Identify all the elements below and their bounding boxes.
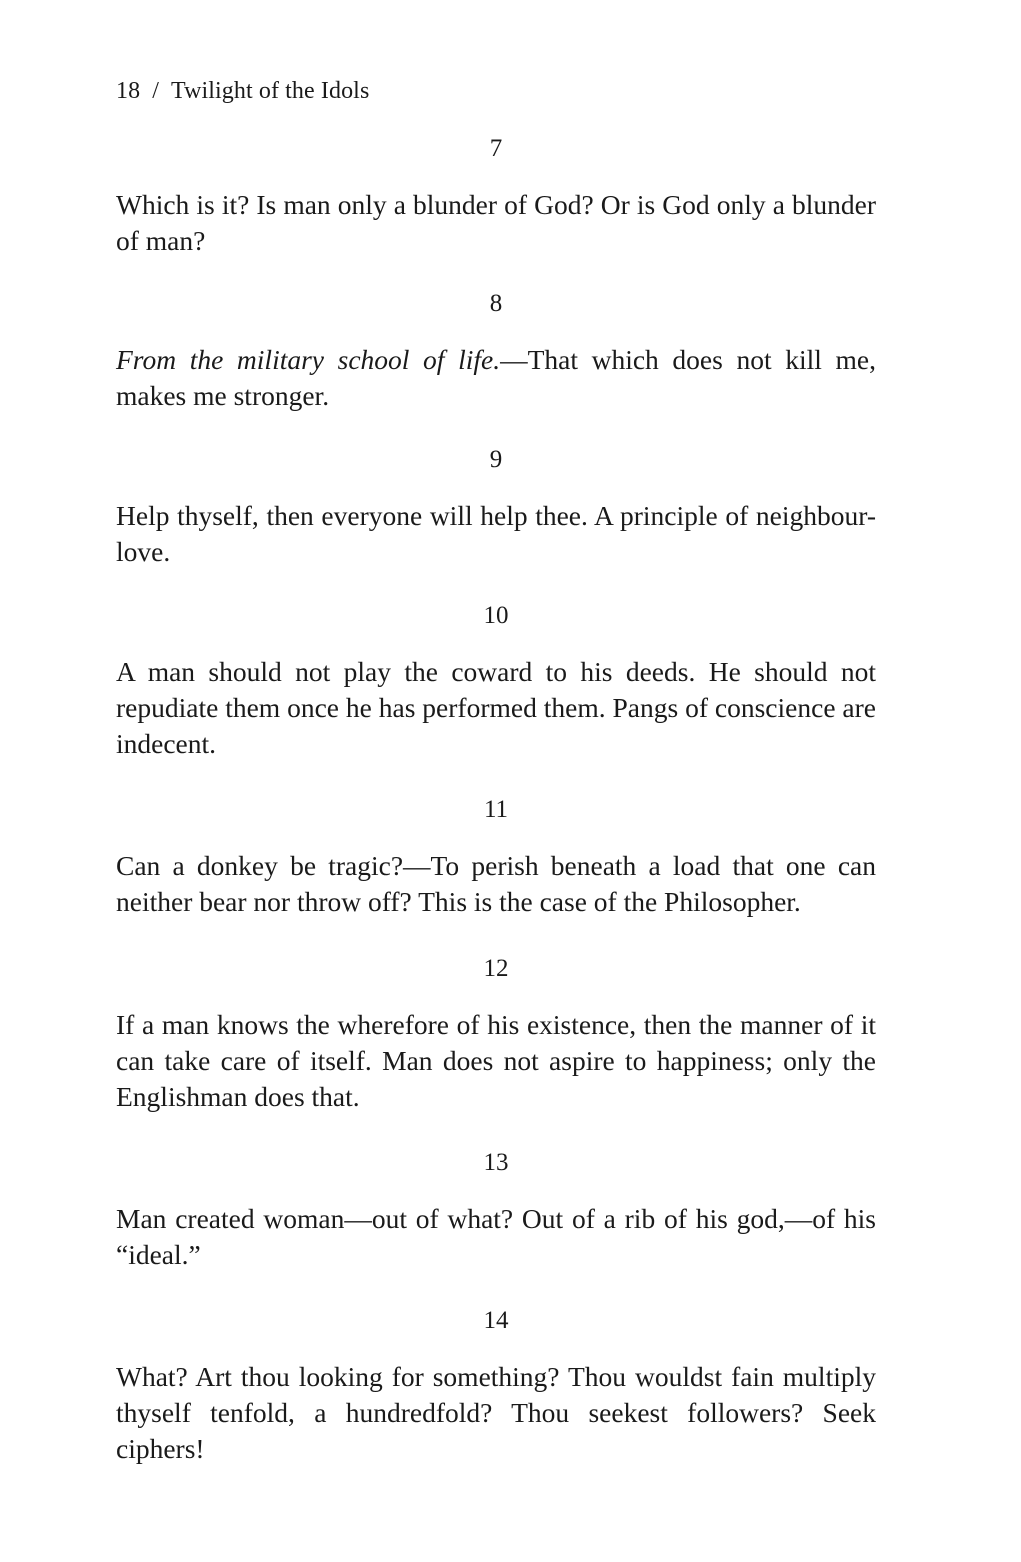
aphorism-text — [116, 342, 876, 414]
aphorism-body: —That which does not kill me, makes me stronger. — [116, 344, 876, 411]
aphorism-text: Can a donkey be tragic?—To perish beneath a load that one can neither bear nor throw off? This is the case of the Philosopher. — [116, 850, 876, 917]
aphorism-13 — [116, 1148, 876, 1273]
page-number: 18 — [116, 78, 141, 104]
aphorism-number: 10 — [483, 602, 509, 629]
aphorism-number: 8 — [489, 290, 503, 317]
aphorism-italic-lead: From the military school of life. — [116, 344, 501, 375]
aphorism-11 — [116, 795, 876, 920]
aphorism-number: 9 — [489, 446, 503, 473]
book-page — [116, 0, 876, 1562]
book-title: Twilight of the Idols — [170, 78, 370, 104]
aphorism-number: 14 — [483, 1307, 509, 1334]
aphorism-12 — [116, 954, 876, 1115]
aphorism-8 — [116, 289, 876, 414]
aphorism-text: What? Art thou looking for something? Thou wouldst fain multiply thyself tenfold, a hundredfold? Thou seekest followers? Seek ciphers! — [116, 1361, 876, 1464]
running-head — [116, 74, 369, 108]
aphorism-text: Help thyself, then everyone will help thee. A principle of neighbour-love. — [116, 500, 876, 567]
aphorism-text: Man created woman—out of what? Out of a rib of his god,—of his “ideal.” — [116, 1203, 876, 1270]
aphorism-7 — [116, 134, 876, 259]
aphorism-text: If a man knows the wherefore of his existence, then the manner of it can take care of itself. Man does not aspire to happiness; only the Englishman does that. — [116, 1009, 876, 1112]
aphorism-14 — [116, 1306, 876, 1467]
header-separator: / — [152, 78, 159, 104]
aphorism-text: Which is it? Is man only a blunder of God? Or is God only a blunder of man? — [116, 189, 876, 256]
aphorism-text: A man should not play the coward to his deeds. He should not repudiate them once he has performed them. Pangs of conscience are indecent. — [116, 656, 876, 759]
aphorism-number: 7 — [489, 135, 503, 162]
aphorism-number: 12 — [483, 955, 509, 982]
aphorism-number: 11 — [483, 796, 509, 823]
aphorism-9 — [116, 445, 876, 570]
aphorism-number: 13 — [483, 1149, 509, 1176]
aphorism-10 — [116, 601, 876, 762]
